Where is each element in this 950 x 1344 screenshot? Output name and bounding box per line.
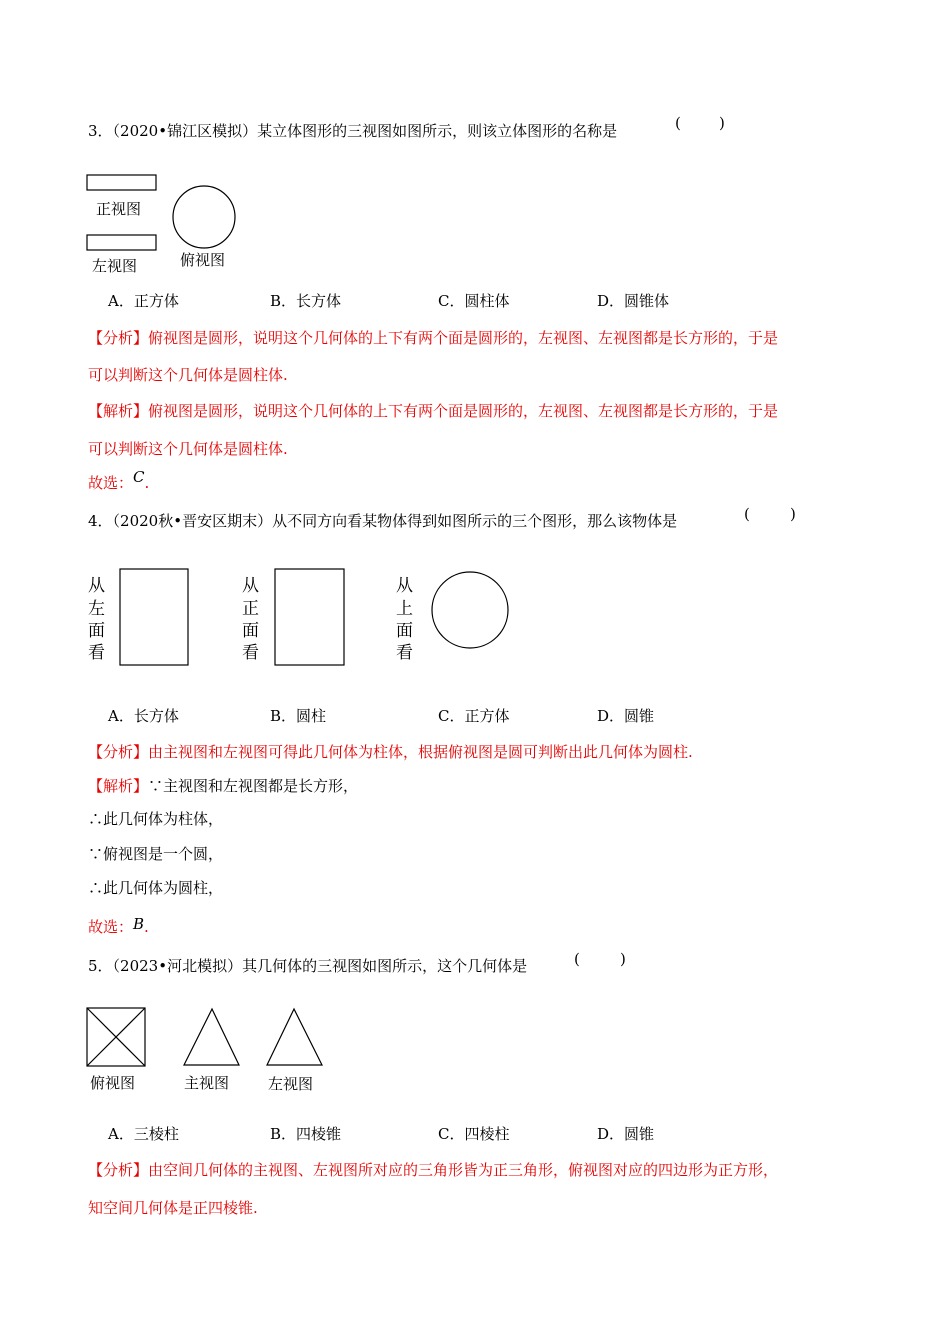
q4-solution-tag: 【解析】 xyxy=(88,777,149,795)
q4-three-view-figure xyxy=(82,563,522,673)
q3-left-view-label: 左视图 xyxy=(92,257,138,275)
q3-analysis xyxy=(88,327,778,348)
q3-three-view-figure xyxy=(80,168,250,278)
q3-paren-open: ( xyxy=(675,114,681,132)
q3-option-d: D．圆锥体 xyxy=(597,292,670,310)
q5-option-c: C．四棱柱 xyxy=(438,1125,510,1143)
q4-option-a: A．长方体 xyxy=(108,707,179,725)
q4-left-label-char-3: 面 xyxy=(88,621,105,641)
q4-left-label-char-4: 看 xyxy=(88,643,105,663)
q4-top-label-char-4: 看 xyxy=(396,643,413,663)
q3-solution-line-2: 可以判断这个几何体是圆柱体. xyxy=(88,440,288,458)
q4-stem xyxy=(88,510,677,531)
q4-stem-text: 4．（2020秋•晋安区期末）从不同方向看某物体得到如图所示的三个图形，那么该物体是 xyxy=(88,512,678,530)
q4-left-view-rect xyxy=(120,569,188,665)
q5-analysis xyxy=(88,1159,778,1180)
q3-solution-tag: 【解析】 xyxy=(88,402,149,420)
q5-stem xyxy=(88,955,527,976)
q5-option-d: D．圆锥 xyxy=(597,1125,655,1143)
q4-top-label-char-2: 上 xyxy=(396,599,413,619)
q3-front-view-label: 正视图 xyxy=(96,200,142,218)
q5-analysis-line-2: 知空间几何体是正四棱锥. xyxy=(88,1199,258,1217)
q4-front-label-char-1: 从 xyxy=(242,576,259,596)
q5-stem-text: 5．（2023•河北模拟）其几何体的三视图如图所示，这个几何体是 xyxy=(88,957,528,975)
q3-answer-prefix: 故选： xyxy=(88,474,134,492)
q4-option-d: D．圆锥 xyxy=(597,707,655,725)
q3-analysis-line-2: 可以判断这个几何体是圆柱体. xyxy=(88,366,288,384)
q4-front-label-char-3: 面 xyxy=(242,621,259,641)
q3-answer xyxy=(88,468,150,493)
q4-solution-line-1: ∵主视图和左视图都是长方形， xyxy=(148,777,359,795)
q5-analysis-text-1: 由空间几何体的主视图、左视图所对应的三角形皆为正三角形，俯视图对应的四边形为正方形， xyxy=(148,1161,779,1179)
q3-answer-letter: C xyxy=(133,468,145,486)
q4-answer xyxy=(88,916,149,937)
q3-analysis-tag: 【分析】 xyxy=(88,329,149,347)
q5-top-view-label: 俯视图 xyxy=(90,1074,136,1092)
q3-solution-text-1: 俯视图是圆形，说明这个几何体的上下有两个面是圆形的，左视图、左视图都是长方形的，于是 xyxy=(148,402,779,420)
q5-left-view-label: 左视图 xyxy=(268,1075,314,1093)
q3-top-view-circle xyxy=(173,186,235,248)
q4-answer-letter: B xyxy=(133,915,145,933)
q5-analysis-tag: 【分析】 xyxy=(88,1161,149,1179)
q5-left-view-triangle xyxy=(267,1009,322,1065)
q3-analysis-text-1: 俯视图是圆形，说明这个几何体的上下有两个面是圆形的，左视图、左视图都是长方形的，于是 xyxy=(148,329,779,347)
q4-front-label-char-2: 正 xyxy=(242,599,259,619)
q4-analysis-text-1: 由主视图和左视图可得此几何体为柱体，根据俯视图是圆可判断出此几何体为圆柱. xyxy=(148,743,693,761)
q3-option-b: B．长方体 xyxy=(270,292,342,310)
q3-left-view-rect xyxy=(87,235,156,250)
q4-top-label-char-1: 从 xyxy=(396,576,413,596)
q4-answer-suffix: . xyxy=(144,918,149,936)
q4-top-label-char-3: 面 xyxy=(396,621,413,641)
q4-solution-line-3: ∵俯视图是一个圆， xyxy=(88,845,224,863)
q5-option-b: B．四棱锥 xyxy=(270,1125,342,1143)
q4-option-b: B．圆柱 xyxy=(270,707,327,725)
q4-answer-prefix: 故选： xyxy=(88,918,134,936)
q4-paren-close: ) xyxy=(790,505,796,523)
q4-solution-line-2: ∴此几何体为柱体， xyxy=(88,810,224,828)
q3-option-a: A．正方体 xyxy=(108,292,179,310)
q4-solution-line-4: ∴此几何体为圆柱， xyxy=(88,879,224,897)
q3-answer-suffix: . xyxy=(144,474,150,492)
q3-option-c: C．圆柱体 xyxy=(438,292,510,310)
q4-analysis xyxy=(88,741,693,762)
q3-top-view-label: 俯视图 xyxy=(180,251,226,269)
q5-front-view-label: 主视图 xyxy=(184,1074,230,1092)
q5-paren-open: ( xyxy=(574,950,580,968)
q3-stem-text: 3．（2020•锦江区模拟）某立体图形的三视图如图所示，则该立体图形的名称是 xyxy=(88,122,618,140)
q3-stem xyxy=(88,120,617,141)
q4-left-label-char-2: 左 xyxy=(88,599,105,619)
q3-solution xyxy=(88,400,778,421)
q5-three-view-figure xyxy=(82,1003,332,1095)
q4-paren-open: ( xyxy=(744,505,750,523)
q3-front-view-rect xyxy=(87,175,156,190)
q4-front-label-char-4: 看 xyxy=(242,643,259,663)
q4-analysis-tag: 【分析】 xyxy=(88,743,149,761)
q5-front-view-triangle xyxy=(184,1009,239,1065)
q5-paren-close: ) xyxy=(620,950,626,968)
q4-top-view-circle xyxy=(432,572,508,648)
q4-front-view-rect xyxy=(275,569,344,665)
q3-paren-close: ) xyxy=(719,114,725,132)
q4-option-c: C．正方体 xyxy=(438,707,510,725)
q4-left-label-char-1: 从 xyxy=(88,576,105,596)
q4-solution xyxy=(88,775,358,796)
q5-option-a: A．三棱柱 xyxy=(108,1125,179,1143)
